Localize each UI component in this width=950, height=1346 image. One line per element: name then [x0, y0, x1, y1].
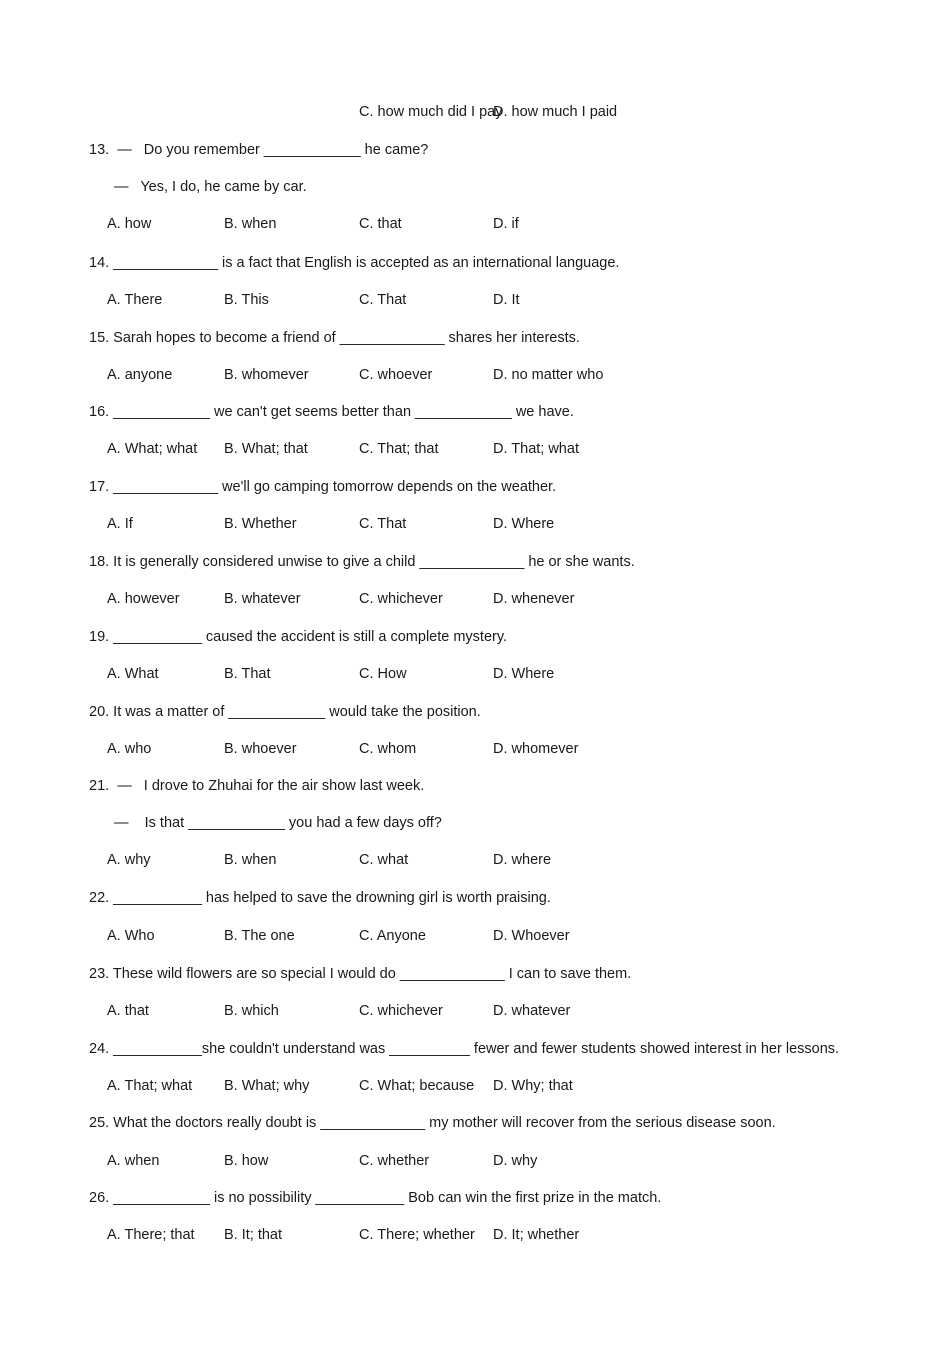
- answer-option: A. What; what: [107, 441, 198, 457]
- answer-option: C. whom: [359, 741, 417, 757]
- answer-option: D. where: [493, 852, 552, 868]
- answer-option: A. What: [107, 666, 159, 682]
- answer-option: C. There; whether: [359, 1227, 475, 1243]
- question-stem: 25. What the doctors really doubt is _____________ my mother will recover from the serious disease soon.: [89, 1115, 776, 1131]
- question-stem: 24. ___________she couldn't understand was __________ fewer and fewer students showed interest in her lessons.: [89, 1041, 840, 1057]
- answer-option: D. whatever: [493, 1003, 571, 1019]
- answer-option: B. This: [224, 292, 269, 308]
- answer-option: D. Where: [493, 516, 555, 532]
- answer-option: B. What; why: [224, 1078, 310, 1094]
- answer-option: A. Who: [107, 928, 155, 944]
- answer-option: C. That; that: [359, 441, 439, 457]
- answer-option: A. how: [107, 216, 152, 232]
- answer-option: C. whether: [359, 1153, 430, 1169]
- answer-option: C. That: [359, 516, 407, 532]
- answer-option: C. that: [359, 216, 402, 232]
- question-stem: 13. — Do you remember ____________ he came?: [89, 142, 429, 158]
- answer-option: B. The one: [224, 928, 295, 944]
- dialogue-reply: — Yes, I do, he came by car.: [114, 179, 307, 195]
- dialogue-reply: — Is that ____________ you had a few days off?: [114, 815, 442, 831]
- answer-option: C. That: [359, 292, 407, 308]
- answer-option: D. whenever: [493, 591, 575, 607]
- answer-option: C. whoever: [359, 367, 433, 383]
- answer-option: C. whichever: [359, 591, 443, 607]
- answer-option: B. how: [224, 1153, 269, 1169]
- answer-option: B. whoever: [224, 741, 297, 757]
- answer-option: D. no matter who: [493, 367, 604, 383]
- answer-option: B. It; that: [224, 1227, 283, 1243]
- question-stem: 19. ___________ caused the accident is still a complete mystery.: [89, 629, 508, 645]
- answer-option: D. why: [493, 1153, 538, 1169]
- question-stem: 15. Sarah hopes to become a friend of _____________ shares her interests.: [89, 330, 580, 346]
- question-stem: 26. ____________ is no possibility ___________ Bob can win the first prize in the match.: [89, 1190, 662, 1206]
- answer-option: D. That; what: [493, 441, 579, 457]
- question-stem: 21. — I drove to Zhuhai for the air show last week.: [89, 778, 425, 794]
- answer-option: B. whomever: [224, 367, 309, 383]
- answer-option: A. There; that: [107, 1227, 195, 1243]
- answer-option: A. when: [107, 1153, 160, 1169]
- answer-option: C. How: [359, 666, 407, 682]
- answer-option: A. There: [107, 292, 163, 308]
- question-stem: 23. These wild flowers are so special I would do _____________ I can to save them.: [89, 966, 632, 982]
- answer-option: A. that: [107, 1003, 149, 1019]
- question-stem: 17. _____________ we'll go camping tomorrow depends on the weather.: [89, 479, 557, 495]
- answer-option: B. when: [224, 852, 277, 868]
- answer-option: A. anyone: [107, 367, 173, 383]
- answer-option: D. if: [493, 216, 519, 232]
- answer-option: B. What; that: [224, 441, 308, 457]
- answer-option: D. whomever: [493, 741, 579, 757]
- answer-option: D. Why; that: [493, 1078, 573, 1094]
- answer-option: D. Where: [493, 666, 555, 682]
- answer-option: A. That; what: [107, 1078, 193, 1094]
- answer-option: A. why: [107, 852, 151, 868]
- question-stem: 22. ___________ has helped to save the drowning girl is worth praising.: [89, 890, 551, 906]
- answer-option: C. how much did I pay: [359, 104, 503, 120]
- answer-option: D. It; whether: [493, 1227, 580, 1243]
- question-stem: 20. It was a matter of ____________ would take the position.: [89, 704, 481, 720]
- answer-option: C. whichever: [359, 1003, 443, 1019]
- answer-option: B. when: [224, 216, 277, 232]
- answer-option: B. which: [224, 1003, 279, 1019]
- answer-option: A. however: [107, 591, 180, 607]
- answer-option: B. Whether: [224, 516, 297, 532]
- answer-option: A. who: [107, 741, 152, 757]
- answer-option: D. Whoever: [493, 928, 570, 944]
- answer-option: A. If: [107, 516, 133, 532]
- question-stem: 14. _____________ is a fact that English is accepted as an international language.: [89, 255, 620, 271]
- answer-option: C. Anyone: [359, 928, 426, 944]
- answer-option: B. That: [224, 666, 271, 682]
- answer-option: D. how much I paid: [493, 104, 618, 120]
- question-stem: 18. It is generally considered unwise to give a child _____________ he or she wants.: [89, 554, 635, 570]
- answer-option: B. whatever: [224, 591, 301, 607]
- answer-option: C. What; because: [359, 1078, 475, 1094]
- answer-option: C. what: [359, 852, 409, 868]
- question-stem: 16. ____________ we can't get seems better than ____________ we have.: [89, 404, 574, 420]
- answer-option: D. It: [493, 292, 520, 308]
